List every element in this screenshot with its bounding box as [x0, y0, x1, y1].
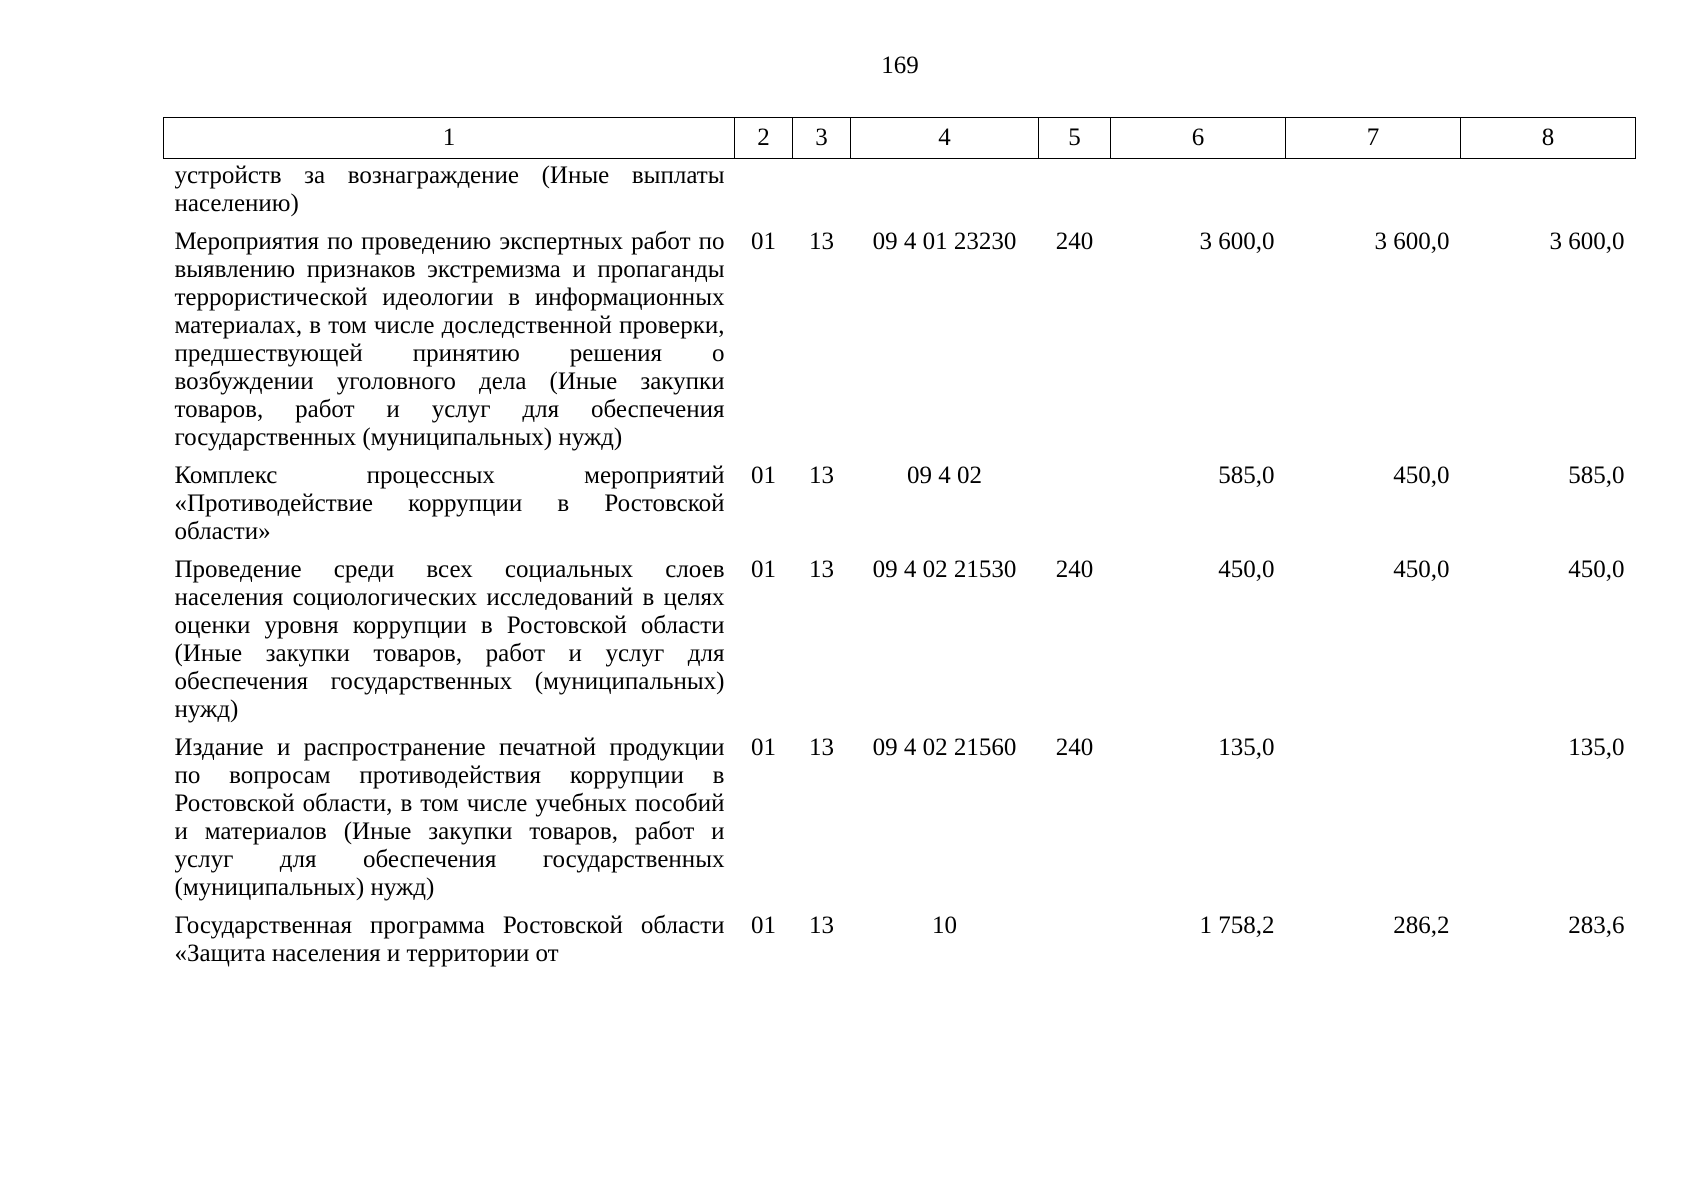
row-section — [735, 159, 793, 229]
row-description: Проведение среди всех социальных слоев населения социологических исследований в целях оценки уровня коррупции в Ростовской области (Иные закупки товаров, работ и услуг для обеспечения государственных (муниципальных) нужд) — [174, 556, 725, 723]
row-expense-type: 240 — [1055, 734, 1094, 761]
row-section: 01 — [751, 228, 776, 255]
row-target-item: 09 4 02 21530 — [872, 556, 1017, 583]
row-section: 01 — [751, 462, 776, 489]
row-value-col6: 450,0 — [1218, 556, 1275, 583]
table-header — [164, 118, 1636, 159]
row-value-col8: 135,0 — [1568, 734, 1625, 761]
row-description: устройств за вознаграждение (Иные выплаты населению) — [174, 162, 725, 217]
row-value-col6: 3 600,0 — [1199, 228, 1275, 255]
header-col-8: 8 — [1461, 118, 1636, 159]
row-subsection — [793, 159, 851, 229]
header-col-1: 1 — [164, 118, 735, 159]
row-subsection: 13 — [809, 462, 834, 489]
row-subsection: 13 — [809, 228, 834, 255]
header-col-6: 6 — [1111, 118, 1286, 159]
row-expense-type — [1039, 462, 1111, 556]
row-value-col8 — [1461, 159, 1636, 229]
row-section: 01 — [751, 912, 776, 939]
row-target-item: 10 — [932, 912, 957, 939]
header-col-2: 2 — [735, 118, 793, 159]
row-value-col8: 283,6 — [1568, 912, 1625, 939]
row-value-col7: 3 600,0 — [1374, 228, 1450, 255]
row-value-col8: 585,0 — [1568, 462, 1625, 489]
row-subsection: 13 — [809, 734, 834, 761]
row-target-item: 09 4 01 23230 — [872, 228, 1017, 255]
row-target-item — [851, 159, 1039, 229]
header-row — [164, 118, 1636, 159]
row-description: Государственная программа Ростовской области «Защита населения и территории от — [174, 912, 725, 967]
row-description: Издание и распространение печатной продукции по вопросам противодействия коррупции в Ростовской области, в том числе учебных пособий и материалов (Иные закупки товаров, работ и услуг для обеспечения государственных (муниципальных) нужд) — [174, 734, 725, 901]
row-value-col7 — [1286, 734, 1461, 912]
row-target-item: 09 4 02 21560 — [872, 734, 1017, 761]
row-value-col7: 450,0 — [1393, 462, 1450, 489]
row-value-col6: 585,0 — [1218, 462, 1275, 489]
budget-table-container — [163, 117, 1633, 978]
header-col-3: 3 — [793, 118, 851, 159]
row-value-col7 — [1286, 159, 1461, 229]
row-section: 01 — [751, 734, 776, 761]
row-expense-type — [1039, 159, 1111, 229]
page-number: 169 — [881, 52, 919, 79]
table-row — [164, 462, 1636, 556]
header-col-5: 5 — [1039, 118, 1111, 159]
row-expense-type — [1039, 912, 1111, 978]
header-col-4: 4 — [851, 118, 1039, 159]
table-body — [164, 159, 1636, 979]
row-subsection: 13 — [809, 912, 834, 939]
row-value-col6: 1 758,2 — [1199, 912, 1275, 939]
row-value-col8: 450,0 — [1568, 556, 1625, 583]
row-subsection: 13 — [809, 556, 834, 583]
row-value-col6 — [1111, 159, 1286, 229]
header-col-7: 7 — [1286, 118, 1461, 159]
row-description: Комплекс процессных мероприятий «Противодействие коррупции в Ростовской области» — [174, 462, 725, 545]
row-expense-type: 240 — [1055, 556, 1094, 583]
row-section: 01 — [751, 556, 776, 583]
table-row — [164, 734, 1636, 912]
table-row — [164, 912, 1636, 978]
row-value-col7: 286,2 — [1393, 912, 1450, 939]
row-value-col7: 450,0 — [1393, 556, 1450, 583]
row-target-item: 09 4 02 — [907, 462, 982, 489]
table-row — [164, 228, 1636, 462]
budget-table — [163, 117, 1636, 978]
row-value-col8: 3 600,0 — [1549, 228, 1625, 255]
row-description: Мероприятия по проведению экспертных работ по выявлению признаков экстремизма и пропаганды террористической идеологии в информационных материалах, в том числе доследственной проверки, предшествующей принятию решения о возбуждении уголовного дела (Иные закупки товаров, работ и услуг для обеспечения государственных (муниципальных) нужд) — [174, 228, 725, 451]
table-row — [164, 556, 1636, 734]
row-expense-type: 240 — [1055, 228, 1094, 255]
table-row — [164, 159, 1636, 229]
row-value-col6: 135,0 — [1218, 734, 1275, 761]
